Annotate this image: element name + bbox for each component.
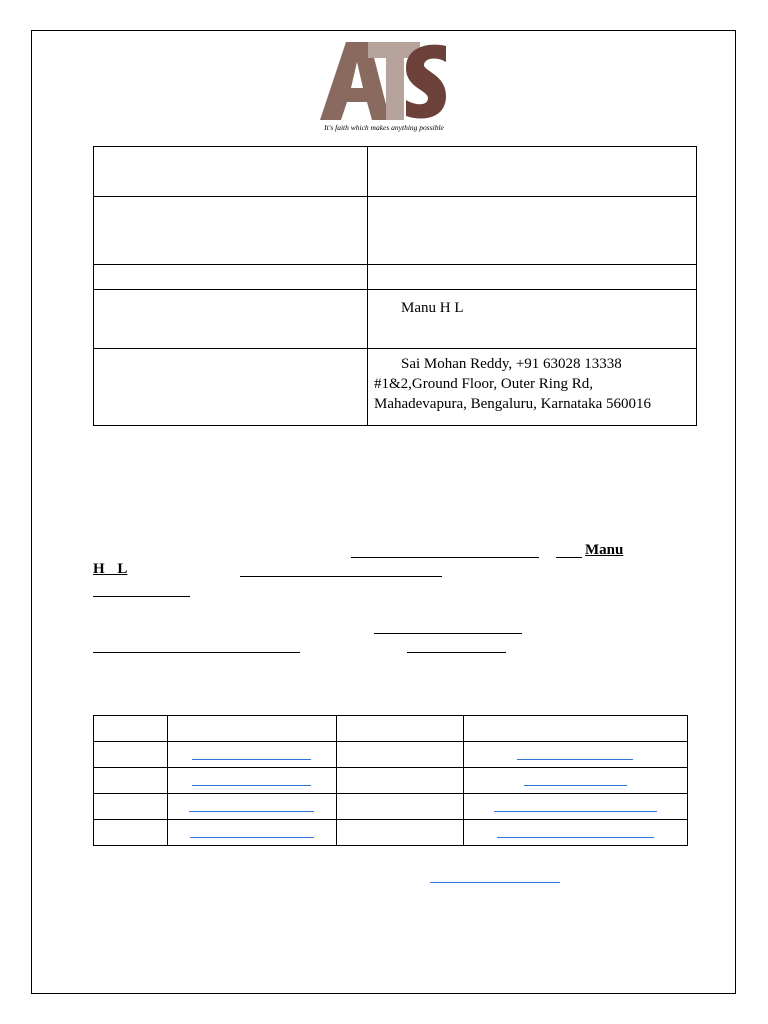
grid-cell: [464, 716, 688, 742]
grid-cell: [94, 742, 168, 768]
info-row: [94, 147, 697, 197]
blank-field-line: [93, 652, 300, 653]
contact-line: Sai Mohan Reddy, +91 63028 13338: [401, 356, 622, 372]
grid-row: [94, 716, 688, 742]
ats-logo: [318, 40, 450, 136]
ats-logo-mark: [318, 40, 450, 122]
grid-cell: [337, 742, 464, 768]
name-first-text: Manu: [585, 542, 624, 558]
grid-row: [94, 742, 688, 768]
grid-cell: [337, 820, 464, 846]
info-value-cell: [368, 197, 697, 265]
grid-cell: [464, 742, 688, 768]
grid-cell: [94, 768, 168, 794]
blank-field-line: [240, 576, 442, 577]
grid-cell: [168, 742, 337, 768]
grid-cell: [168, 794, 337, 820]
info-label-cell: [94, 265, 368, 290]
info-label-cell: [94, 349, 368, 426]
info-value-cell: [368, 265, 697, 290]
link-underline[interactable]: [190, 837, 314, 838]
address-line-1: #1&2,Ground Floor, Outer Ring Rd,: [374, 376, 593, 392]
grid-cell: [464, 794, 688, 820]
grid-cell: [337, 794, 464, 820]
grid-cell: [337, 768, 464, 794]
name-last-text: H L: [93, 561, 128, 577]
grid-row: [94, 794, 688, 820]
link-underline[interactable]: [189, 811, 314, 812]
candidate-name: Manu H L: [401, 300, 464, 316]
blank-field-line: [351, 557, 539, 558]
info-label-cell: [94, 147, 368, 197]
blank-field-line: [93, 596, 190, 597]
info-value-cell: [368, 349, 697, 426]
link-underline[interactable]: [524, 785, 627, 786]
grid-row: [94, 768, 688, 794]
grid-cell: [464, 820, 688, 846]
grid-cell: [464, 768, 688, 794]
link-underline[interactable]: [497, 837, 654, 838]
grid-cell: [94, 794, 168, 820]
grid-cell: [168, 768, 337, 794]
info-value-cell: [368, 147, 697, 197]
grid-cell: [94, 820, 168, 846]
blank-field-line: [407, 652, 506, 653]
link-underline[interactable]: [517, 759, 633, 760]
info-row: [94, 265, 697, 290]
info-table: [93, 146, 697, 426]
info-row: [94, 197, 697, 265]
grid-cell: [168, 820, 337, 846]
link-underline[interactable]: [192, 759, 311, 760]
blank-field-line: [374, 633, 522, 634]
link-underline[interactable]: [192, 785, 311, 786]
info-row: [94, 349, 697, 426]
info-label-cell: [94, 197, 368, 265]
info-label-cell: [94, 290, 368, 349]
info-value-cell: [368, 290, 697, 349]
grid-cell: [94, 716, 168, 742]
grid-cell: [168, 716, 337, 742]
address-line-2: Mahadevapura, Bengaluru, Karnataka 560016: [374, 396, 651, 412]
link-grid-table: [93, 715, 688, 846]
link-underline[interactable]: [430, 882, 560, 883]
logo-tagline: It's faith which makes anything possible: [324, 123, 444, 132]
blank-field-line: [556, 557, 582, 558]
info-row: [94, 290, 697, 349]
grid-cell: [337, 716, 464, 742]
link-underline[interactable]: [494, 811, 657, 812]
grid-row: [94, 820, 688, 846]
